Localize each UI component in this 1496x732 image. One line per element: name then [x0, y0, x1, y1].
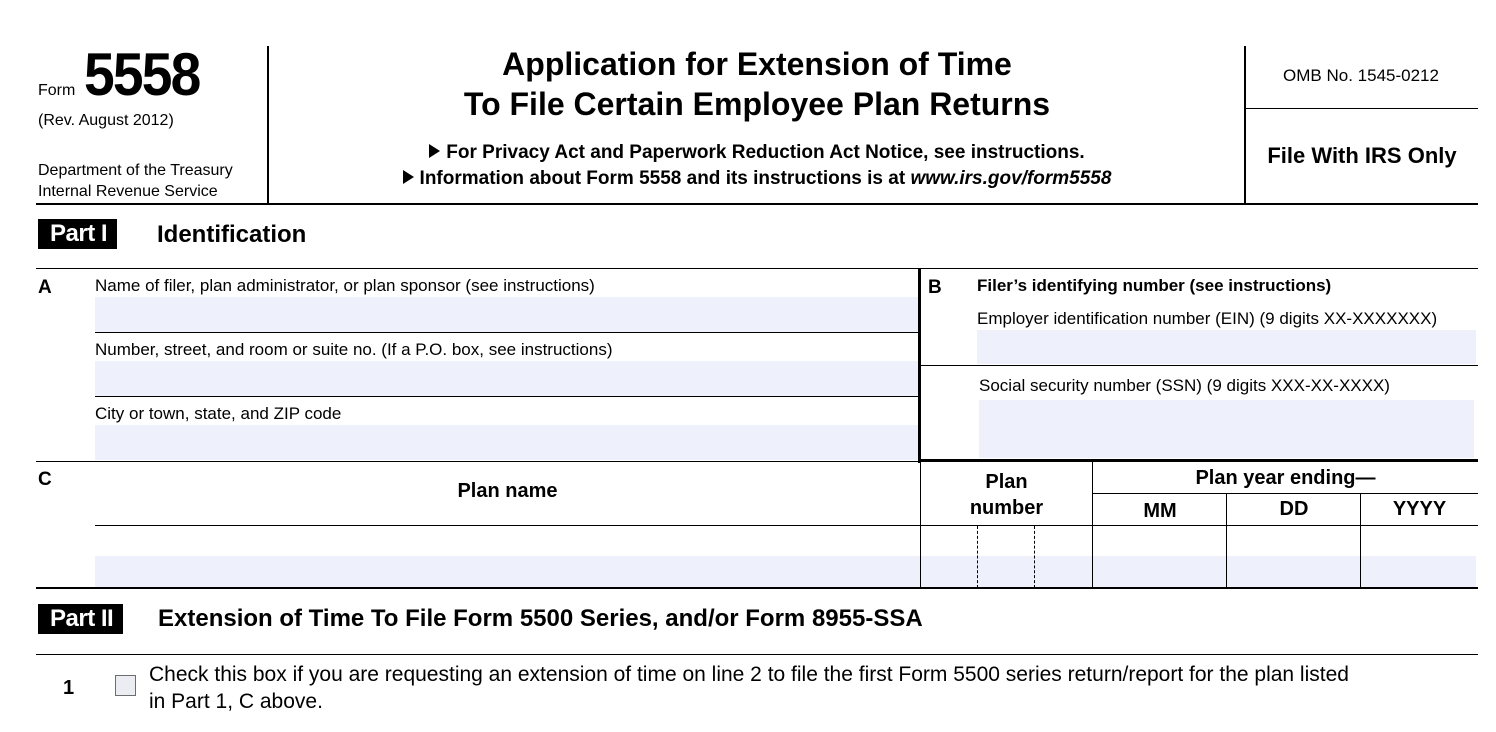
info-notice	[269, 168, 1245, 190]
plan-year-sub-rule	[1092, 493, 1478, 494]
box-a-bottom-rule	[36, 461, 920, 462]
filer-name-label: Name of filer, plan administrator, or plan sponsor (see instructions)	[95, 276, 595, 295]
ein-label: Employer identification number (EIN) (9 digits XX-XXXXXXX)	[977, 309, 1438, 328]
dept-treasury: Department of the Treasury	[38, 162, 233, 179]
form-revision: (Rev. August 2012)	[38, 112, 174, 129]
mm-header: MM	[1143, 500, 1177, 522]
plan-number-header-line1: Plan	[985, 471, 1028, 493]
arrow-right-icon	[403, 170, 414, 184]
line1-text-b: in Part 1, C above.	[149, 690, 323, 713]
first-return-extension-checkbox[interactable]	[115, 675, 136, 696]
omb-number: OMB No. 1545-0212	[1283, 66, 1439, 85]
part2-tag: Part II	[38, 604, 123, 634]
plan-year-dd-input[interactable]	[1227, 556, 1360, 587]
form-title	[269, 44, 1245, 124]
file-with-irs: File With IRS Only	[1267, 143, 1457, 168]
part2-title: Extension of Time To File Form 5500 Series, and/or Form 8955-SSA	[158, 605, 923, 632]
irs-name: Internal Revenue Service	[38, 183, 218, 200]
filer-id-title: Filer’s identifying number (see instructions)	[977, 276, 1332, 295]
part1-title: Identification	[157, 221, 307, 248]
ssn-input[interactable]	[979, 400, 1474, 458]
line1-text-a: Check this box if you are requesting an extension of time on line 2 to file the first Form 5500 series return/report for the plan listed	[149, 663, 1349, 686]
box-a-letter: A	[38, 277, 52, 298]
info-notice-text: Information about Form 5558 and its instructions is at	[419, 168, 911, 189]
street-input[interactable]	[95, 361, 918, 396]
ein-input[interactable]	[977, 330, 1476, 364]
privacy-notice-text: For Privacy Act and Paperwork Reduction Act Notice, see instructions.	[446, 142, 1085, 163]
plan-number-header	[921, 469, 1092, 521]
privacy-notice	[269, 142, 1245, 164]
line1-number: 1	[63, 677, 75, 699]
box-c-header-bottom-rule	[95, 525, 1478, 526]
box-a-rule2	[95, 396, 920, 397]
part1-tag: Part I	[38, 219, 117, 249]
plan-number-digit-3[interactable]	[1035, 526, 1092, 587]
box-b-letter: B	[928, 277, 942, 298]
plan-number-digit-2[interactable]	[978, 526, 1034, 587]
part1-top-rule	[36, 268, 1478, 269]
plan-number-header-line2: number	[969, 497, 1044, 519]
street-label: Number, street, and room or suite no. (If a P.O. box, see instructions)	[95, 340, 613, 359]
part1-bottom-rule	[36, 587, 1478, 589]
plan-number-digit-1[interactable]	[921, 526, 977, 587]
arrow-right-icon	[429, 144, 440, 158]
part2-top-rule	[36, 654, 1478, 655]
plan-year-mm-input[interactable]	[1093, 556, 1226, 587]
dd-header: DD	[1279, 498, 1309, 520]
yyyy-header: YYYY	[1392, 498, 1447, 520]
form-title-line1: Application for Extension of Time	[502, 46, 1012, 82]
plan-name-input[interactable]	[95, 556, 920, 587]
box-b-mid-rule	[921, 365, 1478, 366]
box-b-bottom-rule	[918, 459, 1478, 462]
plan-year-ending-header: Plan year ending—	[1195, 467, 1376, 489]
plan-name-header: Plan name	[457, 480, 558, 502]
omb-divider	[1246, 108, 1478, 109]
irs-form-link[interactable]: www.irs.gov/form5558	[910, 168, 1112, 189]
box-c-letter: C	[38, 469, 52, 490]
plan-year-yyyy-input[interactable]	[1361, 556, 1476, 587]
header-bottom-rule	[36, 203, 1478, 205]
box-a-rule1	[95, 332, 920, 333]
form-title-line2: To File Certain Employee Plan Returns	[463, 86, 1051, 122]
form-number: 5558	[84, 41, 200, 108]
ssn-label: Social security number (SSN) (9 digits XXX-XX-XXXX)	[979, 376, 1390, 395]
city-label: City or town, state, and ZIP code	[95, 404, 342, 423]
filer-name-input[interactable]	[95, 297, 918, 332]
form-word: Form	[38, 82, 76, 99]
city-input[interactable]	[95, 425, 918, 460]
